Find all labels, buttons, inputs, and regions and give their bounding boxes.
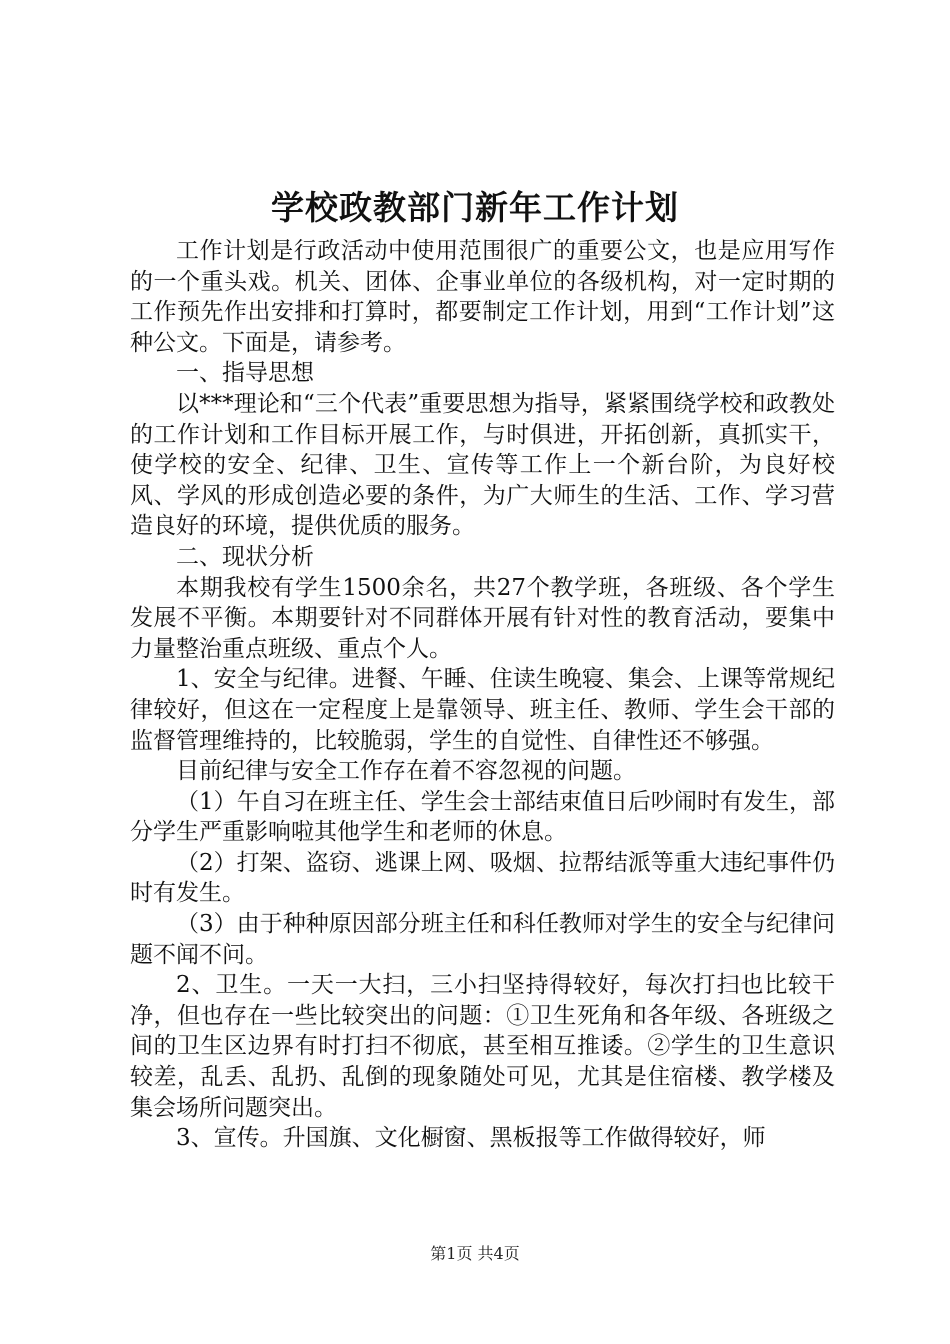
paragraph-student-overview: 本期我校有学生1500余名，共27个教学班，各班级、各个学生发展不平衡。本期要针对不同群体开展有针对性的教育活动，要集中力量整治重点班级、重点个人。: [130, 574, 835, 662]
document-body: [130, 236, 835, 1154]
paragraph-guiding-ideology: 以***理论和“三个代表”重要思想为指导，紧紧围绕学校和政教处的工作计划和工作目标开展工作，与时俱进，开拓创新，真抓实干，使学校的安全、纪律、卫生、宣传等工作上一个新台阶，为良好校风、学风的形成创造必要的条件，为广大师生的生活、工作、学习营造良好的环境，提供优质的服务。: [130, 390, 835, 540]
paragraph-current-problems: 目前纪律与安全工作存在着不容忽视的问题。: [176, 758, 636, 785]
paragraph-intro: 工作计划是行政活动中使用范围很广的重要公文，也是应用写作的一个重头戏。机关、团体、企事业单位的各级机构，对一定时期的工作预先作出安排和打算时，都要制定工作计划，用到“工作计划”这种公文。下面是，请参考。: [130, 238, 835, 356]
document-title: 学校政教部门新年工作计划: [271, 188, 679, 227]
list-item-problem-1: （1）午自习在班主任、学生会士部结束值日后吵闹时有发生，部分学生严重影响啦其他学生和老师的休息。: [130, 788, 835, 846]
page-number-footer: 第1页 共4页: [430, 1244, 520, 1263]
paragraph-safety-discipline: 1、安全与纪律。进餐、午睡、住读生晚寝、集会、上课等常规纪律较好，但这在一定程度上是靠领导、班主任、教师、学生会干部的监督管理维持的，比较脆弱，学生的自觉性、自律性还不够强。: [130, 666, 835, 754]
list-item-problem-3: （3）由于种种原因部分班主任和科任教师对学生的安全与纪律问题不闻不问。: [130, 911, 835, 968]
paragraph-publicity: 3、宣传。升国旗、文化橱窗、黑板报等工作做得较好，师: [176, 1125, 766, 1152]
paragraph-hygiene: 2、卫生。一天一大扫，三小扫坚持得较好，每次打扫也比较干净，但也存在一些比较突出的问题：①卫生死角和各年级、各班级之间的卫生区边界有时打扫不彻底，甚至相互推诿。②学生的卫生意识较差，乱丢、乱扔、乱倒的现象随处可见，尤其是住宿楼、教学楼及集会场所问题突出。: [130, 972, 835, 1121]
list-item-problem-2: （2）打架、盗窃、逃课上网、吸烟、拉帮结派等重大违纪事件仍时有发生。: [130, 849, 835, 907]
section-heading-status-analysis: 二、现状分析: [176, 543, 314, 570]
section-heading-guiding-ideology: 一、指导思想: [176, 360, 314, 387]
